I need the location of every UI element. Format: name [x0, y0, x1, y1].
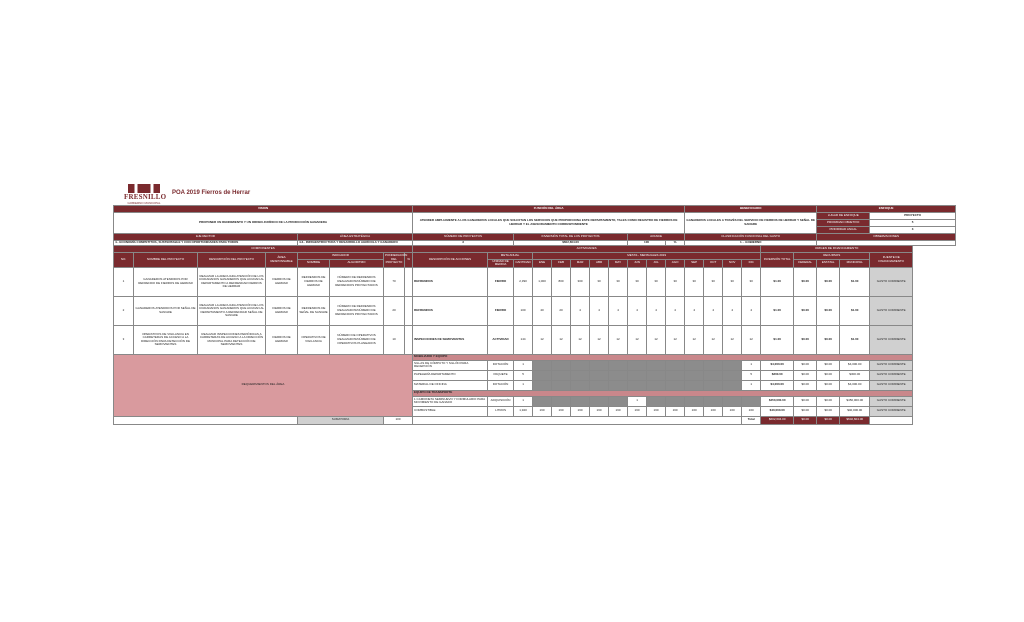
- col-area: ÁREA RESPONSABLE: [266, 252, 298, 267]
- req-fuente: GASTO CORRIENTE: [870, 360, 913, 370]
- col-nov: NOV: [723, 259, 742, 267]
- req-month-8: [685, 396, 704, 406]
- prioridad-anual-value: 3: [870, 227, 956, 234]
- clasificacion-label: CLASIFICACIÓN FUNCIONAL DEL GASTO: [685, 234, 817, 241]
- col-oct: OCT: [704, 259, 723, 267]
- project-month-5: 12: [628, 325, 647, 354]
- project-fuente: GASTO CORRIENTE: [870, 325, 913, 354]
- req-month-11: 160: [742, 406, 761, 416]
- project-federal: $0.00: [794, 267, 817, 296]
- project-no: 3: [114, 325, 134, 354]
- col-algoritmo: ALGORITMO: [330, 259, 384, 267]
- avance-unit: %: [666, 241, 685, 246]
- logo-subtitle: GOBIERNO MUNICIPAL: [127, 201, 161, 205]
- project-federal: $0.00: [794, 296, 817, 325]
- project-month-4: 30: [609, 267, 628, 296]
- project-estatal: $0.00: [817, 296, 840, 325]
- project-month-0: 1,000: [533, 267, 552, 296]
- project-ponderacion: 20: [384, 296, 405, 325]
- project-month-3: 12: [590, 325, 609, 354]
- project-month-2: 4: [571, 296, 590, 325]
- group-metas-mensuales: METAS - MENSUALES 2019: [533, 252, 761, 259]
- req-month-9: [704, 380, 723, 390]
- group-componentes: COMPONENTES: [114, 245, 413, 252]
- req-month-10: [723, 370, 742, 380]
- total-municipal: $602,604.00: [840, 416, 870, 424]
- req-month-1: 160: [552, 406, 571, 416]
- col-inversion-total: INVERSIÓN TOTAL: [761, 252, 794, 267]
- project-month-11: 30: [742, 267, 761, 296]
- header-enfoque: ENFOQUE: [817, 206, 956, 213]
- req-month-8: [685, 360, 704, 370]
- req-month-10: [723, 380, 742, 390]
- inversion-value: $602,604.00: [514, 241, 628, 246]
- req-month-1: [552, 370, 571, 380]
- req-municipal: $4,000.00: [840, 360, 870, 370]
- project-area: FIERROS DE HERRAR: [266, 296, 298, 325]
- num-proyectos-value: 3: [413, 241, 514, 246]
- req-estatal: $0.00: [817, 380, 840, 390]
- col-may: MAY: [609, 259, 628, 267]
- req-month-5: [628, 380, 647, 390]
- col-no: NO.: [114, 252, 134, 267]
- req-month-2: 160: [571, 406, 590, 416]
- project-month-3: 30: [590, 267, 609, 296]
- project-month-7: 4: [666, 296, 685, 325]
- project-month-1: 800: [552, 267, 571, 296]
- project-algoritmo: NÚMERO DE OPERATIVOS REALIZADOS/NÚMERO DE OPERATIVOS PLANEADOS: [330, 325, 384, 354]
- req-month-7: [666, 380, 685, 390]
- req-fuente: GASTO CORRIENTE: [870, 396, 913, 406]
- beneficiario-text: GANADEROS LOCALES A TRAVÉS DEL SERVICIO DE FIERROS DE HERRAR Y SEÑAL DE SANGRE: [685, 213, 817, 234]
- req-month-8: [685, 380, 704, 390]
- req-fuente: GASTO CORRIENTE: [870, 380, 913, 390]
- col-jul: JUL: [647, 259, 666, 267]
- avance-value: 100: [628, 241, 666, 246]
- req-month-3: [590, 396, 609, 406]
- header-vision: VISION: [114, 206, 413, 213]
- req-total: $4,000.00: [761, 380, 794, 390]
- project-nombre: GANADEROS ATENDIDOS POR SEÑAL DE SANGRE: [134, 296, 198, 325]
- project-inversion-total: $1.00: [761, 325, 794, 354]
- project-indicador-nombre: REFRENDOS DE FIERROS DE HERRAR: [298, 267, 330, 296]
- project-unidad: FIERRO: [488, 296, 514, 325]
- req-cantidad: 5: [514, 370, 533, 380]
- project-month-5: 4: [628, 296, 647, 325]
- sumatoria-value: 100: [384, 416, 413, 424]
- project-row: [114, 267, 956, 296]
- project-month-7: 12: [666, 325, 685, 354]
- project-unidad: FIERRO: [488, 267, 514, 296]
- req-month-6: [647, 380, 666, 390]
- col-ago: AGO: [666, 259, 685, 267]
- project-no: 1: [114, 267, 134, 296]
- linea-label: LÍNEA ESTRATÉGICA: [298, 234, 413, 241]
- project-month-11: 4: [742, 296, 761, 325]
- req-desc: PAPELERÍA DEPARTAMENTO: [413, 370, 488, 380]
- total-estatal: $0.00: [817, 416, 840, 424]
- req-month-5: 1: [628, 396, 647, 406]
- project-month-9: 4: [704, 296, 723, 325]
- project-month-8: 30: [685, 267, 704, 296]
- project-descripcion: REALIZAR INSPECCIONES PERIÓDICAS A CARRETERAS DE ACCESO A LA DIRECCIÓN MUNICIPAL PARA DETECCIÓN DE SEMOVIENTES: [198, 325, 266, 354]
- req-unidad: DOTACIÓN: [488, 380, 514, 390]
- req-month-8: 160: [685, 406, 704, 416]
- poa-sheet: [113, 205, 956, 425]
- req-total: $4,000.00: [761, 360, 794, 370]
- col-cantidad: CANTIDAD: [514, 259, 533, 267]
- req-month-1: [552, 360, 571, 370]
- project-algoritmo: NÚMERO DE REFRENDOS REALIZADOS/NÚMERO DE REFRENDOS PROYECTADOS: [330, 267, 384, 296]
- project-nombre: OPERATIVOS DE VIGILANCIA EN CARRETERAS DE ACCESO A LA DIRECCIÓN PARA DETECCIÓN DE SEMOVIENTES: [134, 325, 198, 354]
- req-municipal: $300.00: [840, 370, 870, 380]
- linea-value: 4.3.- INFRAESTRUCTURA Y DESARROLLO AGRÍCOLA Y GANADERO: [298, 241, 413, 246]
- req-total: $300.00: [761, 370, 794, 380]
- group-indicador: INDICADOR: [298, 252, 384, 259]
- col-dic: DIC: [742, 259, 761, 267]
- req-month-9: [704, 396, 723, 406]
- col-descripcion: DESCRIPCIÓN DEL PROYECTO: [198, 252, 266, 267]
- project-descripcion: REALIZAR LA ADECUADA ATENCIÓN DE LOS CIUDADANOS GANADEROS QUE ACUDAN AL DEPARTAMENTO A REFRENDAR FIERROS DE HERRAR: [198, 267, 266, 296]
- eje-value: 4.- ECONOMÍA COMPETITIVA, SUSTENTABLE Y CON OPORTUNIDADES PARA TODOS: [114, 241, 298, 246]
- req-month-11: 1: [742, 360, 761, 370]
- prioridad-anual-label: PRIORIDAD ANUAL: [817, 227, 870, 234]
- group-recursos: RECURSOS: [794, 252, 870, 259]
- project-area: FIERROS DE HERRAR: [266, 325, 298, 354]
- project-estatal: $0.00: [817, 267, 840, 296]
- enfoque-value: PROYECTO: [870, 213, 956, 220]
- req-estatal: $0.00: [817, 370, 840, 380]
- project-indicador-nombre: REFRENDOS DE SEÑAL DE SANGRE: [298, 296, 330, 325]
- poa-table: [113, 205, 956, 425]
- project-unidad: ACTIVIDAD: [488, 325, 514, 354]
- project-fuente: GASTO CORRIENTE: [870, 296, 913, 325]
- project-month-10: 4: [723, 296, 742, 325]
- req-cantidad: 1,920: [514, 406, 533, 416]
- req-section-title: EQUIPO DE TRANSPORTE: [413, 390, 913, 396]
- req-month-10: [723, 360, 742, 370]
- project-month-10: 12: [723, 325, 742, 354]
- req-month-4: [609, 360, 628, 370]
- project-cantidad: 100: [514, 296, 533, 325]
- col-sep: SEP: [685, 259, 704, 267]
- observaciones-label: OBSERVACIONES: [817, 234, 956, 241]
- req-cantidad: 1: [514, 396, 533, 406]
- req-municipal: $4,000.00: [840, 380, 870, 390]
- blank: [114, 416, 298, 424]
- req-month-10: [723, 396, 742, 406]
- group-actividades: ACTIVIDADES: [413, 245, 761, 252]
- project-inversion-total: $1.00: [761, 296, 794, 325]
- col-ene: ENE: [533, 259, 552, 267]
- project-month-6: 30: [647, 267, 666, 296]
- inversion-label: INVERSIÓN TOTAL DE LOS PROYECTOS: [514, 234, 628, 241]
- req-total: $40,000.00: [761, 406, 794, 416]
- sumatoria-label: SUMATORIA: [298, 416, 384, 424]
- req-month-3: [590, 380, 609, 390]
- req-unidad: DOTACIÓN: [488, 360, 514, 370]
- col-estatal: ESTATAL: [817, 259, 840, 267]
- project-month-6: 4: [647, 296, 666, 325]
- logo-towers-icon: [128, 184, 160, 193]
- req-month-6: [647, 360, 666, 370]
- req-desc: 1 CAMIONETA SEMINUEVO Y FORMULARIO PARA MOVIMIENTO DE GANADO: [413, 396, 488, 406]
- req-month-4: [609, 370, 628, 380]
- req-month-0: 160: [533, 406, 552, 416]
- project-month-6: 12: [647, 325, 666, 354]
- project-month-0: 12: [533, 325, 552, 354]
- vision-text: PROPONER UN RENDIMIENTO Y UN ORDEN JURÍDICO DE LA PRODUCCIÓN GANADERA: [114, 213, 413, 234]
- req-municipal: $450,000.00: [840, 396, 870, 406]
- project-pct: [405, 325, 413, 354]
- project-month-4: 4: [609, 296, 628, 325]
- req-month-2: [571, 380, 590, 390]
- req-federal: $0.00: [794, 406, 817, 416]
- req-month-3: 160: [590, 406, 609, 416]
- req-month-4: 160: [609, 406, 628, 416]
- req-month-3: [590, 360, 609, 370]
- project-nombre: GANADEROS ATENDIDOS POR REFRENDO DE FIERROS DE HERRAR: [134, 267, 198, 296]
- project-month-11: 12: [742, 325, 761, 354]
- project-month-5: 30: [628, 267, 647, 296]
- req-unidad: PAQUETE: [488, 370, 514, 380]
- col-feb: FEB: [552, 259, 571, 267]
- project-month-4: 12: [609, 325, 628, 354]
- req-month-6: 160: [647, 406, 666, 416]
- total-label: Total: [742, 416, 761, 424]
- project-row: [114, 296, 956, 325]
- project-month-9: 12: [704, 325, 723, 354]
- project-federal: $0.00: [794, 325, 817, 354]
- col-ponderacion: PONDERACIÓN DEL PROYECTO: [384, 252, 405, 267]
- col-pct: %: [405, 252, 413, 267]
- project-month-3: 4: [590, 296, 609, 325]
- col-desc-acciones: DESCRIPCIÓN DE ACCIONES: [413, 252, 488, 267]
- req-month-4: [609, 396, 628, 406]
- req-month-9: 160: [704, 406, 723, 416]
- project-month-8: 4: [685, 296, 704, 325]
- project-month-1: 20: [552, 296, 571, 325]
- project-estatal: $0.00: [817, 325, 840, 354]
- project-municipal: $1.00: [840, 267, 870, 296]
- project-month-10: 30: [723, 267, 742, 296]
- req-month-5: [628, 360, 647, 370]
- req-month-0: [533, 360, 552, 370]
- req-cantidad: 1: [514, 380, 533, 390]
- req-month-1: [552, 380, 571, 390]
- summary-row: [114, 416, 956, 424]
- logo-name: FRESNILLO: [124, 193, 167, 201]
- col-fuente: FUENTE DE FINANCIAMIENTO: [870, 252, 913, 267]
- req-section-title: MOBILIARIO Y EQUIPO: [413, 354, 913, 360]
- req-month-11: [742, 396, 761, 406]
- req-month-7: 160: [666, 406, 685, 416]
- project-pct: [405, 296, 413, 325]
- project-inversion-total: $1.00: [761, 267, 794, 296]
- project-month-0: 40: [533, 296, 552, 325]
- requerimientos-label: REQUERIMIENTOS DEL ÁREA: [114, 354, 413, 416]
- req-month-7: [666, 360, 685, 370]
- req-month-6: [647, 396, 666, 406]
- header-funcion-area: FUNCIÓN DEL ÁREA: [413, 206, 685, 213]
- project-fuente: GASTO CORRIENTE: [870, 267, 913, 296]
- col-mar: MAR: [571, 259, 590, 267]
- req-month-5: 160: [628, 406, 647, 416]
- req-cantidad: 1: [514, 360, 533, 370]
- project-municipal: $1.00: [840, 296, 870, 325]
- req-month-2: [571, 396, 590, 406]
- req-fuente: GASTO CORRIENTE: [870, 370, 913, 380]
- req-month-9: [704, 360, 723, 370]
- col-federal: FEDERAL: [794, 259, 817, 267]
- group-meta-anual: META ANUAL: [488, 252, 533, 259]
- project-accion: REFRENDOS: [413, 267, 488, 296]
- req-month-2: [571, 370, 590, 380]
- req-month-7: [666, 370, 685, 380]
- project-cantidad: 144: [514, 325, 533, 354]
- total-federal: $0.00: [794, 416, 817, 424]
- project-ponderacion: 10: [384, 325, 405, 354]
- page-title: POA 2019 Fierros de Herrar: [172, 190, 251, 196]
- req-estatal: $0.00: [817, 406, 840, 416]
- project-cantidad: 2,390: [514, 267, 533, 296]
- project-month-2: 300: [571, 267, 590, 296]
- req-month-6: [647, 370, 666, 380]
- project-month-1: 12: [552, 325, 571, 354]
- project-month-7: 30: [666, 267, 685, 296]
- fresnillo-logo: [124, 184, 167, 206]
- req-federal: $0.00: [794, 380, 817, 390]
- project-descripcion: REALIZAR LA ADECUADA ATENCIÓN DE LOS CIUDADANOS GANADEROS QUE ACUDAN AL DEPARTAMENTO A REFRENDAR SEÑAL DE SANGRE: [198, 296, 266, 325]
- blank: [413, 416, 742, 424]
- req-month-11: 5: [742, 370, 761, 380]
- header-beneficiario: BENEFICIARIO: [685, 206, 817, 213]
- num-proyectos-label: NÚMERO DE PROYECTOS: [413, 234, 514, 241]
- project-accion: REFRENDOS: [413, 296, 488, 325]
- req-fuente: GASTO CORRIENTE: [870, 406, 913, 416]
- project-ponderacion: 70: [384, 267, 405, 296]
- col-municipal: MUNICIPAL: [840, 259, 870, 267]
- project-month-9: 30: [704, 267, 723, 296]
- req-unidad: LITROS: [488, 406, 514, 416]
- req-unidad: ADQUISICIÓN: [488, 396, 514, 406]
- total-value: $602,604.00: [761, 416, 794, 424]
- project-indicador-nombre: OPERATIVOS DE VIGILANCIA: [298, 325, 330, 354]
- funcion-text: ATENDER AMPLIAMENTE A LOS GANADEROS LOCALES QUE SOLICITAN LOS SERVICIOS QUE PROPORCIONA ESTE DEPARTAMENTO, TALES COMO REGISTRO DE FIERROS DE HERRAR Y EL ASESORAMIENTO CORRESPONDIENTE: [413, 213, 685, 234]
- req-federal: $0.00: [794, 360, 817, 370]
- req-month-2: [571, 360, 590, 370]
- enfoque-label: LUGAR DE ENFOQUE: [817, 213, 870, 220]
- req-month-7: [666, 396, 685, 406]
- project-row: [114, 325, 956, 354]
- col-indic-nombre: NOMBRE: [298, 259, 330, 267]
- req-month-4: [609, 380, 628, 390]
- req-month-0: [533, 380, 552, 390]
- req-month-0: [533, 370, 552, 380]
- req-municipal: $40,000.00: [840, 406, 870, 416]
- req-estatal: $0.00: [817, 396, 840, 406]
- req-month-8: [685, 370, 704, 380]
- req-month-10: 160: [723, 406, 742, 416]
- project-algoritmo: NÚMERO DE REFRENDOS REALIZADOS/NÚMERO DE REFRENDOS PROYECTADOS: [330, 296, 384, 325]
- req-federal: $0.00: [794, 396, 817, 406]
- req-desc: MATERIAL DE OFICINA: [413, 380, 488, 390]
- avance-label: AVANCE: [628, 234, 685, 241]
- project-accion: INSPECCIONES DE SEMOVIENTES: [413, 325, 488, 354]
- col-unidad: UNIDAD DE MEDIDA: [488, 259, 514, 267]
- prioridad-objetivo-value: 5: [870, 220, 956, 227]
- req-month-9: [704, 370, 723, 380]
- req-desc: SILLAS DE CÓMPUTO Y SILLÓN PARA RECEPCIÓN: [413, 360, 488, 370]
- req-month-0: [533, 396, 552, 406]
- group-origen: ORIGEN DE FINANCIAMIENTO: [761, 245, 913, 252]
- req-month-5: [628, 370, 647, 380]
- project-pct: [405, 267, 413, 296]
- req-estatal: $0.00: [817, 360, 840, 370]
- clasificacion-value: 1. - GOBIERNO: [685, 241, 817, 246]
- project-month-2: 12: [571, 325, 590, 354]
- col-abr: ABR: [590, 259, 609, 267]
- req-month-3: [590, 370, 609, 380]
- eje-label: EJE RECTOR: [114, 234, 298, 241]
- req-month-11: 1: [742, 380, 761, 390]
- req-federal: $0.00: [794, 370, 817, 380]
- req-desc: COMBUSTIBLE: [413, 406, 488, 416]
- project-month-8: 12: [685, 325, 704, 354]
- req-total: $450,000.00: [761, 396, 794, 406]
- blank: [870, 416, 913, 424]
- col-jun: JUN: [628, 259, 647, 267]
- project-no: 2: [114, 296, 134, 325]
- project-municipal: $1.00: [840, 325, 870, 354]
- prioridad-objetivo-label: PRIORIDAD OBJETIVO: [817, 220, 870, 227]
- project-area: FIERROS DE HERRAR: [266, 267, 298, 296]
- col-nombre: NOMBRE DEL PROYECTO: [134, 252, 198, 267]
- req-month-1: [552, 396, 571, 406]
